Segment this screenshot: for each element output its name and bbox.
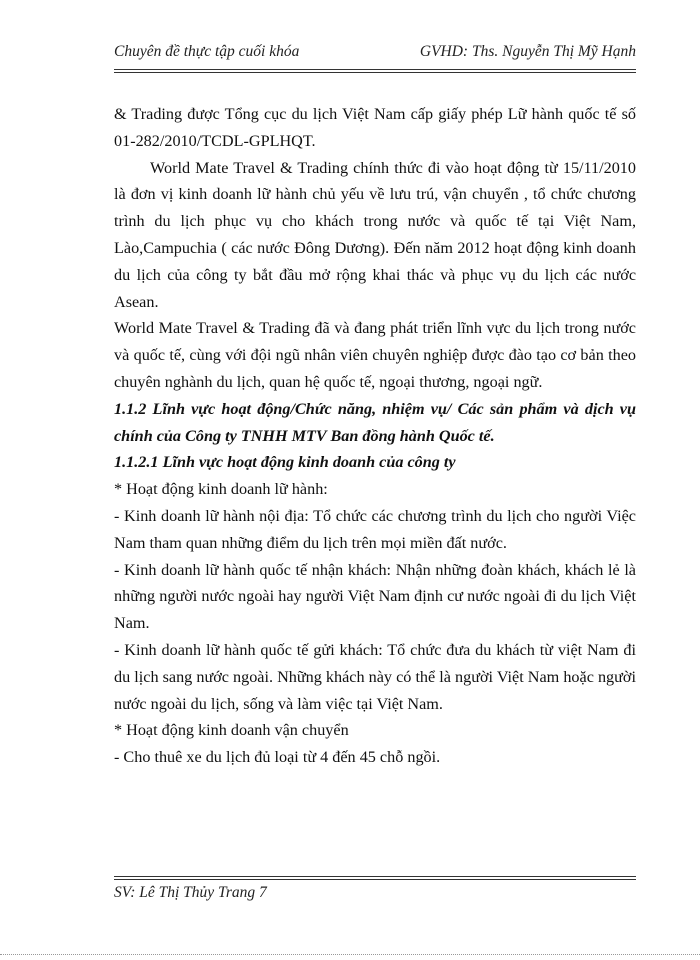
bullet-travel-business: * Hoạt động kinh doanh lữ hành:: [114, 480, 328, 499]
header-supervisor: GVHD: Ths. Nguyễn Thị Mỹ Hạnh: [419, 43, 636, 60]
header-divider: [114, 69, 636, 73]
paragraph-development: World Mate Travel & Trading đã và đang phát triển lĩnh vực du lịch trong nước và quốc tế, cùng với đội ngũ nhân viên chuyên nghiệp được đào tạo cơ bản theo chuyên nghành du lịch, quan hệ quốc tế, ngoại thương, ngoại ngữ.: [114, 319, 636, 391]
footer-divider: [114, 876, 636, 880]
bullet-transport-business: * Hoạt động kinh doanh vận chuyển: [114, 721, 349, 740]
section-heading-1-1-2-1: 1.1.2.1 Lĩnh vực hoạt động kinh doanh của công ty: [114, 453, 456, 472]
paragraph-license: & Trading được Tổng cục du lịch Việt Nam cấp giấy phép Lữ hành quốc tế số 01-282/2010/TCDL-GPLHQT.: [114, 105, 636, 150]
document-body: [114, 101, 636, 771]
item-domestic-travel: - Kinh doanh lữ hành nội địa: Tổ chức các chương trình du lịch cho người Việc Nam tham quan những điểm du lịch trên mọi miền đất nước.: [114, 506, 636, 552]
item-outbound-travel: - Kinh doanh lữ hành quốc tế gửi khách: Tổ chức đưa du khách từ việt Nam đi du lịch sang nước ngoài. Những khách này có thể là người Việt Nam hoặc người nước ngoài du lịch, sống và làm việc tại Việt Nam.: [114, 640, 636, 713]
page-header: [114, 43, 636, 67]
page-bottom-border: [0, 954, 700, 955]
page-footer: SV: Lê Thị Thủy Trang 7: [114, 884, 267, 901]
item-car-rental: - Cho thuê xe du lịch đủ loại từ 4 đến 45 chỗ ngồi.: [114, 748, 441, 767]
header-title: Chuyên đề thực tập cuối khóa: [114, 43, 300, 60]
paragraph-operations-start: World Mate Travel & Trading chính thức đi vào hoạt động từ 15/11/2010 là đơn vị kinh doanh lữ hành chủ yếu về lưu trú, vận chuyển , tổ chức chương trình du lịch phục vụ cho khách trong nước và quốc tế tại Việt Nam, Lào,Campuchia ( các nước Đông Dương). Đến năm 2012 hoạt động kinh doanh du lịch của công ty bắt đầu mở rộng khai thác và phục vụ du lịch các nước Asean.: [114, 158, 636, 311]
item-inbound-travel: - Kinh doanh lữ hành quốc tế nhận khách: Nhận những đoàn khách, khách lẻ là những người nước ngoài hay người Việt Nam định cư nước ngoài đi du lịch Việt Nam.: [114, 560, 636, 633]
section-heading-1-1-2: 1.1.2 Lĩnh vực hoạt động/Chức năng, nhiệm vụ/ Các sản phẩm và dịch vụ chính của Công ty TNHH MTV Ban đồng hành Quốc tế.: [114, 399, 636, 445]
